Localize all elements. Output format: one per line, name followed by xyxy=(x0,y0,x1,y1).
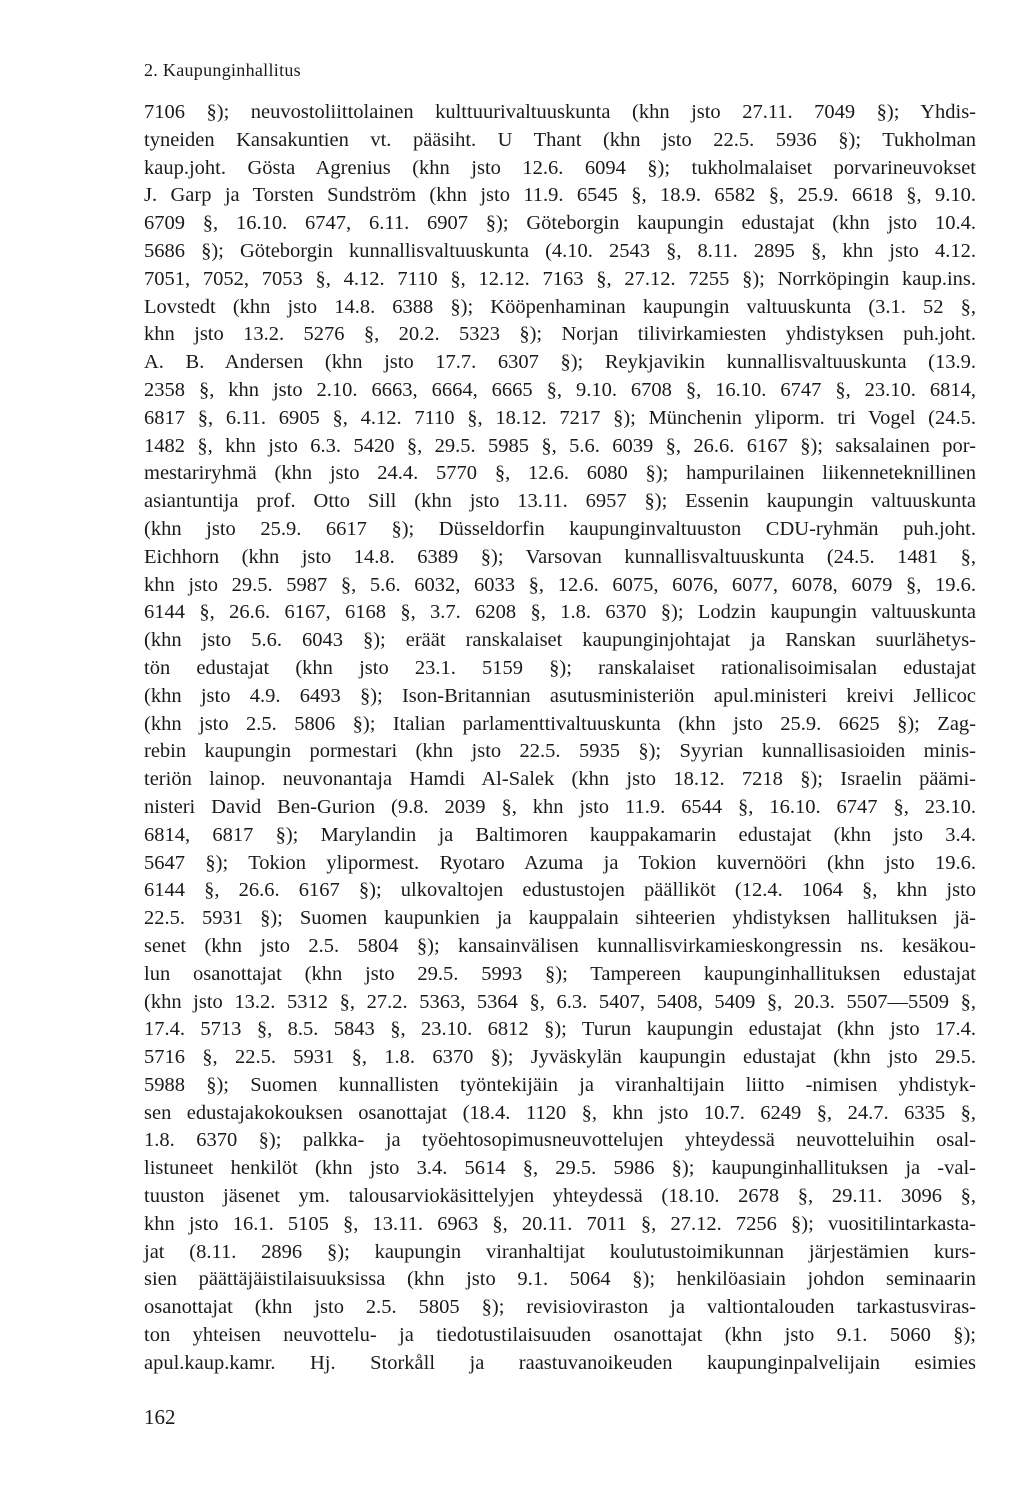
text-line: 6144 §, 26.6. 6167 §); ulkovaltojen edustustojen päälliköt (12.4. 1064 §, khn jsto xyxy=(144,879,976,902)
page-number: 162 xyxy=(144,1405,176,1429)
text-line: A. B. Andersen (khn jsto 17.7. 6307 §); Reykjavikin kunnallisvaltuuskunta (13.9. xyxy=(144,351,976,374)
text-line: nisteri David Ben-Gurion (9.8. 2039 §, khn jsto 11.9. 6544 §, 16.10. 6747 §, 23.10. xyxy=(144,795,976,818)
text-line: 6709 §, 16.10. 6747, 6.11. 6907 §); Göteborgin kaupungin edustajat (khn jsto 10.4. xyxy=(144,212,976,235)
text-line: 22.5. 5931 §); Suomen kaupunkien ja kauppalain sihteerien yhdistyksen hallituksen jä- xyxy=(144,907,976,930)
text-line: 1482 §, khn jsto 6.3. 5420 §, 29.5. 5985 §, 5.6. 6039 §, 26.6. 6167 §); saksalainen por- xyxy=(144,434,976,457)
text-line: (khn jsto 13.2. 5312 §, 27.2. 5363, 5364 §, 6.3. 5407, 5408, 5409 §, 20.3. 5507—5509 §, xyxy=(144,990,976,1013)
text-line: (khn jsto 2.5. 5806 §); Italian parlamenttivaltuuskunta (khn jsto 25.9. 6625 §); Zag- xyxy=(144,712,976,735)
text-line: jat (8.11. 2896 §); kaupungin viranhaltijat koulutustoimikunnan järjestämien kurs- xyxy=(144,1240,976,1263)
text-line: tuuston jäsenet ym. talousarviokäsittelyjen yhteydessä (18.10. 2678 §, 29.11. 3096 §, xyxy=(144,1185,976,1208)
text-line: 17.4. 5713 §, 8.5. 5843 §, 23.10. 6812 §); Turun kaupungin edustajat (khn jsto 17.4. xyxy=(144,1018,976,1041)
text-line: kaup.joht. Gösta Agrenius (khn jsto 12.6. 6094 §); tukholmalaiset porvarineuvokset xyxy=(144,156,976,179)
text-line: khn jsto 16.1. 5105 §, 13.11. 6963 §, 20.11. 7011 §, 27.12. 7256 §); vuositilintarkasta- xyxy=(144,1212,976,1235)
body-text xyxy=(144,99,976,1378)
running-header: 2. Kaupunginhallitus xyxy=(144,60,301,80)
text-line: asiantuntija prof. Otto Sill (khn jsto 13.11. 6957 §); Essenin kaupungin valtuuskunta xyxy=(144,490,976,513)
text-line: 6814, 6817 §); Marylandin ja Baltimoren kauppakamarin edustajat (khn jsto 3.4. xyxy=(144,823,976,846)
text-line: 7106 §); neuvostoliittolainen kulttuurivaltuuskunta (khn jsto 27.11. 7049 §); Yhdis- xyxy=(144,101,976,123)
text-line: ton yhteisen neuvottelu- ja tiedotustilaisuuden osanottajat (khn jsto 9.1. 5060 §); xyxy=(144,1324,976,1347)
text-line: Lovstedt (khn jsto 14.8. 6388 §); Kööpenhaminan kaupungin valtuuskunta (3.1. 52 §, xyxy=(144,295,976,318)
text-line: 6817 §, 6.11. 6905 §, 4.12. 7110 §, 18.12. 7217 §); Münchenin yliporm. tri Vogel (24.5. xyxy=(144,406,976,429)
text-line: apul.kaup.kamr. Hj. Storkåll ja raastuvanoikeuden kaupunginpalvelijain esimies xyxy=(144,1351,976,1374)
text-line: khn jsto 29.5. 5987 §, 5.6. 6032, 6033 §, 12.6. 6075, 6076, 6077, 6078, 6079 §, 19.6. xyxy=(144,573,976,596)
text-line: 7051, 7052, 7053 §, 4.12. 7110 §, 12.12. 7163 §, 27.12. 7255 §); Norrköpingin kaup.ins. xyxy=(144,267,976,290)
text-line: (khn jsto 25.9. 6617 §); Düsseldorfin kaupunginvaltuuston CDU-ryhmän puh.joht. xyxy=(144,517,976,540)
text-line: tön edustajat (khn jsto 23.1. 5159 §); ranskalaiset rationalisoimisalan edustajat xyxy=(144,656,976,679)
text-line: 5716 §, 22.5. 5931 §, 1.8. 6370 §); Jyväskylän kaupungin edustajat (khn jsto 29.5. xyxy=(144,1046,976,1069)
text-line: J. Garp ja Torsten Sundström (khn jsto 11.9. 6545 §, 18.9. 6582 §, 25.9. 6618 §, 9.10. xyxy=(144,184,976,207)
text-line: lun osanottajat (khn jsto 29.5. 5993 §); Tampereen kaupunginhallituksen edustajat xyxy=(144,962,976,985)
text-line: 2358 §, khn jsto 2.10. 6663, 6664, 6665 §, 9.10. 6708 §, 16.10. 6747 §, 23.10. 6814, xyxy=(144,378,976,401)
text-line: 5647 §); Tokion ylipormest. Ryotaro Azuma ja Tokion kuvernööri (khn jsto 19.6. xyxy=(144,851,976,874)
text-line: mestariryhmä (khn jsto 24.4. 5770 §, 12.6. 6080 §); hampurilainen liikenneteknillinen xyxy=(144,462,976,485)
text-line: (khn jsto 4.9. 6493 §); Ison-Britannian asutusministeriön apul.ministeri kreivi Jellicoc xyxy=(144,684,976,707)
text-line: sen edustajakokouksen osanottajat (18.4. 1120 §, khn jsto 10.7. 6249 §, 24.7. 6335 §, xyxy=(144,1101,976,1124)
text-line: rebin kaupungin pormestari (khn jsto 22.5. 5935 §); Syyrian kunnallisasioiden minis- xyxy=(144,740,976,763)
text-line: Eichhorn (khn jsto 14.8. 6389 §); Varsovan kunnallisvaltuuskunta (24.5. 1481 §, xyxy=(144,545,976,568)
text-line: 5988 §); Suomen kunnallisten työntekijäin ja viranhaltijain liitto -nimisen yhdistyk- xyxy=(144,1073,976,1096)
text-line: listuneet henkilöt (khn jsto 3.4. 5614 §, 29.5. 5986 §); kaupunginhallituksen ja -val- xyxy=(144,1157,976,1180)
text-line: (khn jsto 5.6. 6043 §); eräät ranskalaiset kaupunginjohtajat ja Ranskan suurlähetys- xyxy=(144,629,976,652)
text-line: 1.8. 6370 §); palkka- ja työehtosopimusneuvottelujen yhteydessä neuvotteluihin osal- xyxy=(144,1129,976,1152)
text-line: senet (khn jsto 2.5. 5804 §); kansainvälisen kunnallisvirkamieskongressin ns. kesäkou- xyxy=(144,934,976,957)
text-line: osanottajat (khn jsto 2.5. 5805 §); revisioviraston ja valtiontalouden tarkastusviras- xyxy=(144,1296,976,1319)
text-line: khn jsto 13.2. 5276 §, 20.2. 5323 §); Norjan tilivirkamiesten yhdistyksen puh.joht. xyxy=(144,323,976,346)
text-line: teriön lainop. neuvonantaja Hamdi Al-Salek (khn jsto 18.12. 7218 §); Israelin päämi- xyxy=(144,768,976,791)
text-line: sien päättäjäistilaisuuksissa (khn jsto 9.1. 5064 §); henkilöasiain johdon seminaarin xyxy=(144,1268,976,1291)
text-line: 5686 §); Göteborgin kunnallisvaltuuskunta (4.10. 2543 §, 8.11. 2895 §, khn jsto 4.12. xyxy=(144,239,976,262)
text-line: tyneiden Kansakuntien vt. pääsiht. U Thant (khn jsto 22.5. 5936 §); Tukholman xyxy=(144,128,976,151)
text-line: 6144 §, 26.6. 6167, 6168 §, 3.7. 6208 §, 1.8. 6370 §); Lodzin kaupungin valtuuskunta xyxy=(144,601,976,624)
